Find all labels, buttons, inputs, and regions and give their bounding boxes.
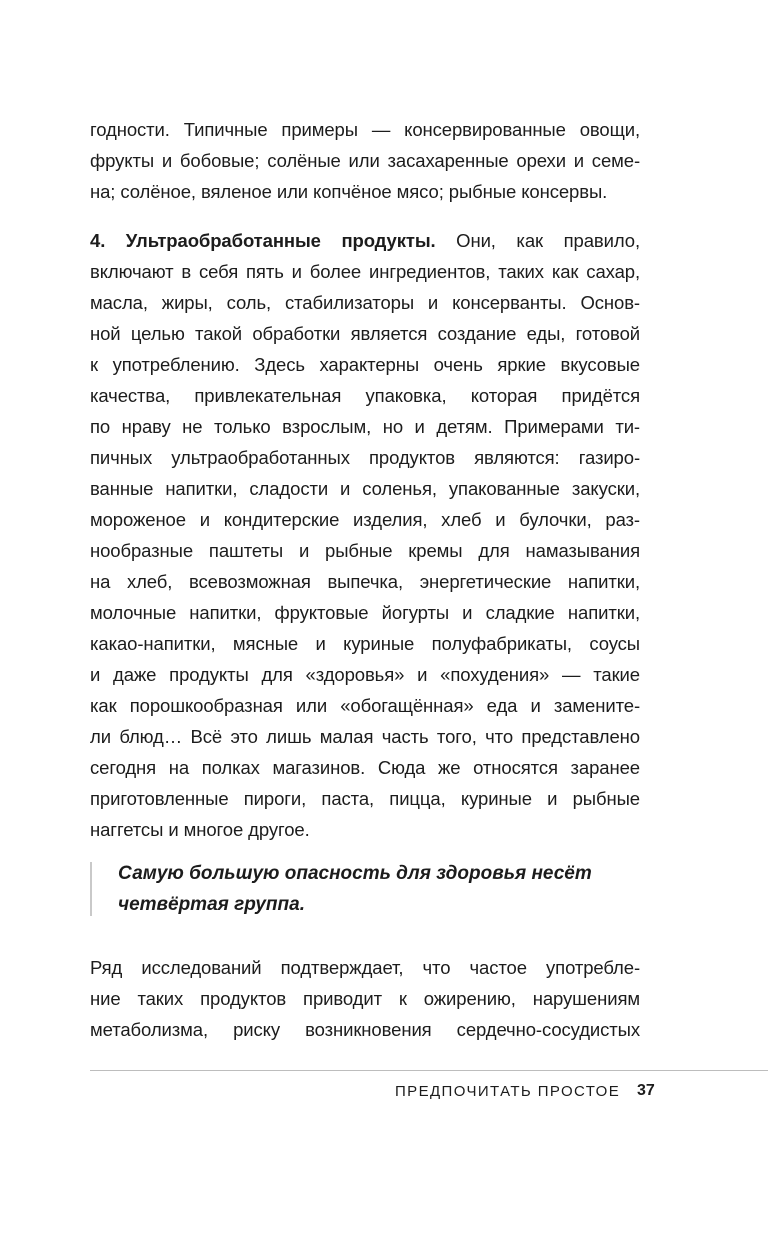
text-line: к употреблению. Здесь характерны очень яркие вкусовые: [90, 354, 640, 375]
text-line: фрукты и бобовые; солёные или засахаренные орехи и семе-: [90, 150, 640, 171]
text-line: как порошкообразная или «обогащённая» еда и замените-: [90, 695, 640, 716]
text-line: метаболизма, риску возникновения сердечно-сосудистых: [90, 1019, 640, 1040]
text-line: ной целью такой обработки является создание еды, готовой: [90, 323, 640, 344]
page-number: 37: [637, 1082, 655, 1099]
text-line: масла, жиры, соль, стабилизаторы и консерванты. Основ-: [90, 292, 640, 313]
text-line: мороженое и кондитерские изделия, хлеб и булочки, раз-: [90, 509, 640, 530]
text-line: ванные напитки, сладости и соленья, упакованные закуски,: [90, 478, 640, 499]
paragraph-lead: 4. Ультраобработанные продукты.: [90, 230, 436, 251]
text-line: по нраву не только взрослым, но и детям. Примерами ти-: [90, 416, 640, 437]
footer-divider: [90, 1070, 768, 1071]
text-line: молочные напитки, фруктовые йогурты и сладкие напитки,: [90, 602, 640, 623]
text-line: Ряд исследований подтверждает, что частое употребле-: [90, 957, 640, 978]
text-line: ние таких продуктов приводит к ожирению, нарушениям: [90, 988, 640, 1009]
text-line: годности. Типичные примеры — консервированные овощи,: [90, 119, 640, 140]
pull-quote: [90, 858, 640, 916]
quote-line: четвёртая группа.: [118, 894, 305, 915]
text-line: качества, привлекательная упаковка, которая придётся: [90, 385, 640, 406]
text-line-first: [90, 225, 640, 256]
text-line: наггетсы и многое другое.: [90, 819, 310, 840]
text-line: пичных ультраобработанных продуктов являются: газиро-: [90, 447, 640, 468]
paragraph-research: [90, 952, 640, 1045]
running-head: ПРЕДПОЧИТАТЬ ПРОСТОЕ: [395, 1083, 621, 1100]
text-line: на хлеб, всевозможная выпечка, энергетические напитки,: [90, 571, 640, 592]
text-line: включают в себя пять и более ингредиентов, таких как сахар,: [90, 261, 640, 282]
paragraph-ultraprocessed: [90, 225, 640, 845]
text-line: какао-напитки, мясные и куриные полуфабрикаты, соусы: [90, 633, 640, 654]
text-line: ли блюд… Всё это лишь малая часть того, что представлено: [90, 726, 640, 747]
text-line: приготовленные пироги, паста, пицца, куриные и рыбные: [90, 788, 640, 809]
quote-bar: [90, 862, 92, 916]
text-line: и даже продукты для «здоровья» и «похудения» — такие: [90, 664, 640, 685]
text-line: сегодня на полках магазинов. Сюда же относятся заранее: [90, 757, 640, 778]
pull-quote-text: [118, 858, 592, 920]
lead-line-rest: Они, как правило,: [435, 230, 640, 251]
text-line: нообразные паштеты и рыбные кремы для намазывания: [90, 540, 640, 561]
text-line: на; солёное, вяленое или копчёное мясо; рыбные консервы.: [90, 181, 608, 202]
quote-line: Самую большую опасность для здоровья несёт: [118, 863, 592, 884]
paragraph-continuation: [90, 114, 640, 207]
